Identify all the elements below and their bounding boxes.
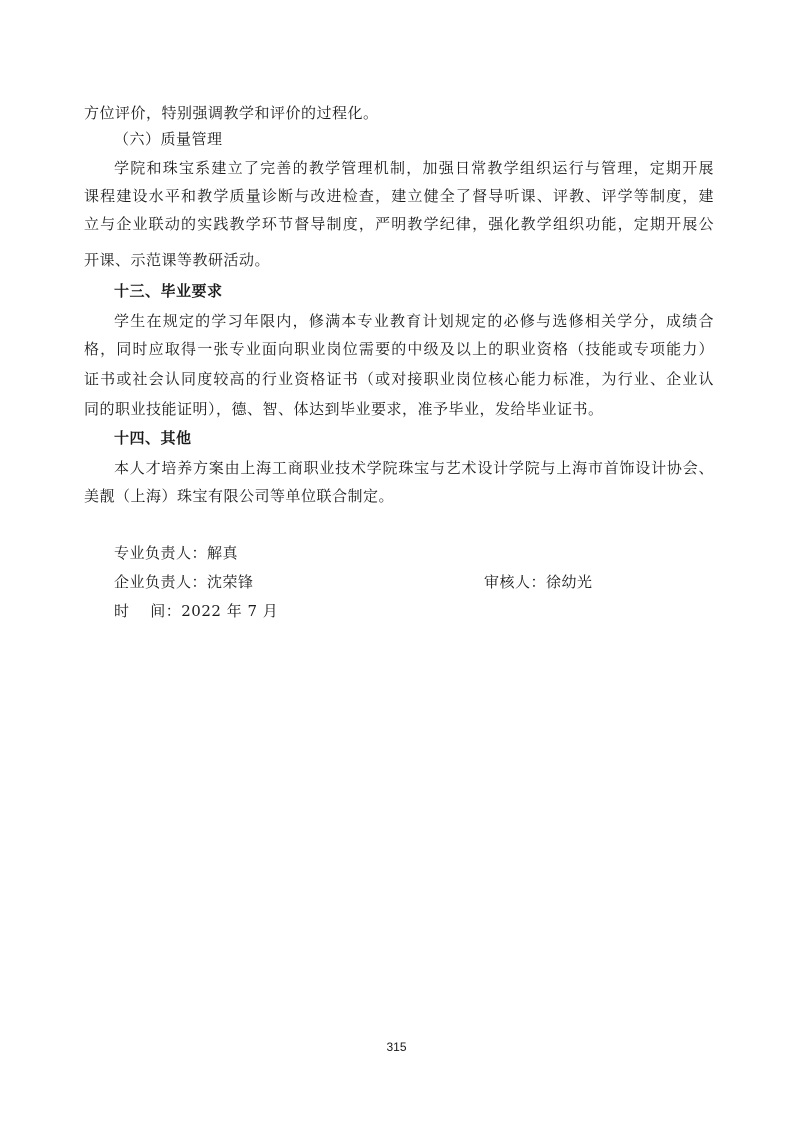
- paragraph-line: 格，同时应取得一张专业面向职业岗位需要的中级及以上的职业资格（技能或专项能力）: [84, 340, 714, 358]
- page-number: 315: [386, 1040, 407, 1054]
- paragraph-line: 开课、示范课等教研活动。: [84, 251, 271, 269]
- section-heading-quality: （六）质量管理: [114, 130, 223, 148]
- paragraph-line: 美靓（上海）珠宝有限公司等单位联合制定。: [84, 487, 395, 505]
- signature-enterprise-lead: 企业负责人：沈荣锋: [114, 573, 254, 591]
- signature-major-lead: 专业负责人：解真: [114, 544, 239, 562]
- section-heading-other: 十四、其他: [114, 429, 192, 447]
- paragraph-line: 学生在规定的学习年限内，修满本专业教育计划规定的必修与选修相关学分，成绩合: [114, 312, 714, 330]
- paragraph-line: 本人才培养方案由上海工商职业技术学院珠宝与艺术设计学院与上海市首饰设计协会、: [114, 459, 714, 477]
- paragraph-line: 同的职业技能证明），德、智、体达到毕业要求，准予毕业，发给毕业证书。: [84, 400, 604, 418]
- signature-date: 时 间：2022 年 7 月: [114, 602, 279, 620]
- section-heading-graduation: 十三、毕业要求: [114, 282, 223, 300]
- paragraph-line: 课程建设水平和教学质量诊断与改进检查，建立健全了督导听课、评教、评学等制度，建: [84, 187, 714, 205]
- paragraph-line: 立与企业联动的实践教学环节督导制度，严明教学纪律，强化教学组织功能，定期开展公: [84, 215, 714, 233]
- signature-reviewer: 审核人：徐幼光: [484, 573, 593, 591]
- paragraph-line: 方位评价，特别强调教学和评价的过程化。: [84, 104, 379, 122]
- paragraph-line: 学院和珠宝系建立了完善的教学管理机制，加强日常教学组织运行与管理，定期开展: [114, 159, 714, 177]
- paragraph-line: 证书或社会认同度较高的行业资格证书（或对接职业岗位核心能力标准，为行业、企业认: [84, 370, 714, 388]
